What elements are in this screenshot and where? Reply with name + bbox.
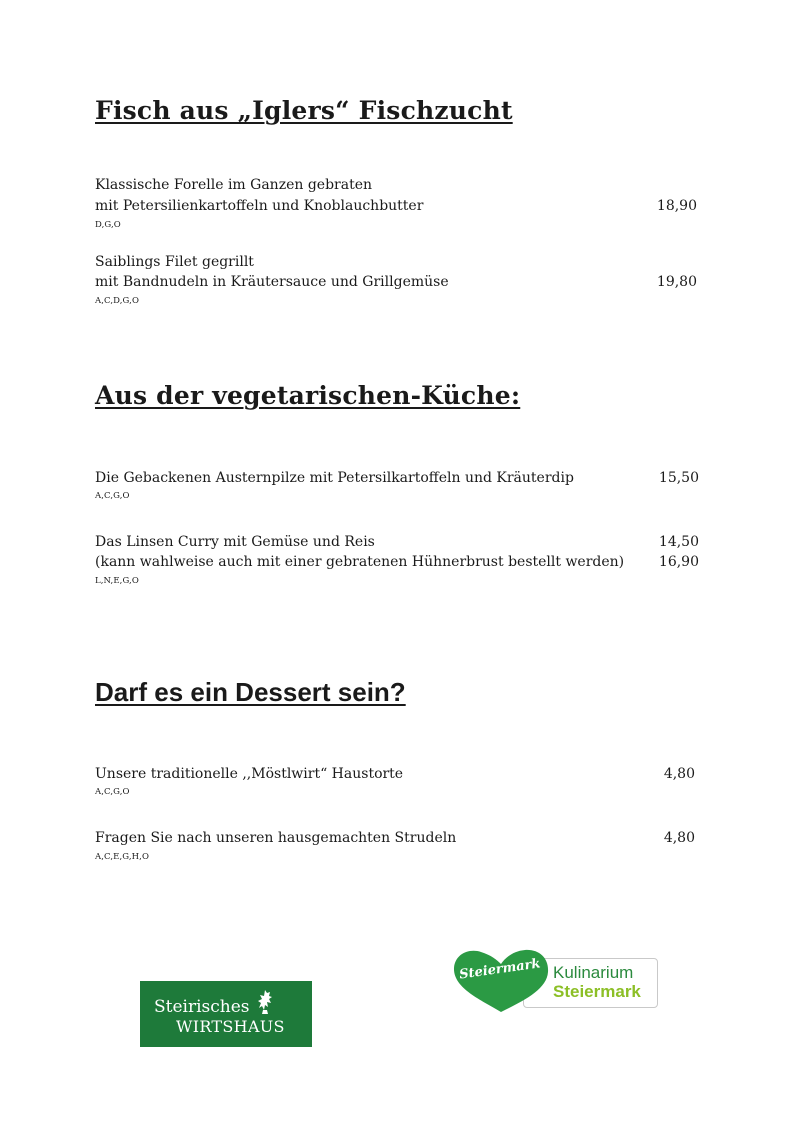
dish-line: mit Petersilienkartoffeln und Knoblauchbutter [95,198,424,214]
dish-price: 19,80 [656,274,697,290]
dish-line: Fragen Sie nach unseren hausgemachten Strudeln [95,830,457,846]
dish-price: 18,90 [656,198,697,214]
dish-line: Saiblings Filet gegrillt [95,254,254,270]
allergen-codes: A,C,G,O [95,491,130,501]
allergen-codes: L,N,E,G,O [95,576,139,586]
allergen-codes: A,C,G,O [95,787,130,797]
kulinarium-steiermark-logo [451,948,658,1014]
allergen-codes: D,G,O [95,220,121,230]
dish-price: 4,80 [663,766,695,782]
dish-line: Unsere traditionelle ,,Möstlwirt“ Haustorte [95,766,404,782]
steirisches-wirtshaus-logo [140,981,312,1047]
dish-line: (kann wahlweise auch mit einer gebratenen Hühnerbrust bestellt werden) [95,554,625,570]
section-title-vegetarian: Aus der vegetarischen-Küche: [95,381,521,410]
logo-line: Steiermark [553,982,641,1001]
dish-price: 15,50 [658,470,699,486]
panther-icon [255,989,275,1015]
allergen-codes: A,C,D,G,O [95,296,140,306]
section-title-dessert: Darf es ein Dessert sein? [95,677,406,707]
dish-price: 4,80 [663,830,695,846]
dish-price: 16,90 [658,554,699,570]
dish-line: mit Bandnudeln in Kräutersauce und Grillgemüse [95,274,449,290]
dish-line: Klassische Forelle im Ganzen gebraten [95,177,373,193]
logo-line: Kulinarium [553,963,634,982]
dish-price: 14,50 [658,534,699,550]
section-title-fish: Fisch aus „Iglers“ Fischzucht [95,96,513,125]
logo-line: Steirisches [154,997,250,1017]
dish-line: Die Gebackenen Austernpilze mit Petersilkartoffeln und Kräuterdip [95,470,574,486]
logo-heart-text: Steiermark [458,956,542,983]
logo-line: WIRTSHAUS [176,1017,285,1036]
dish-line: Das Linsen Curry mit Gemüse und Reis [95,534,375,550]
allergen-codes: A,C,E,G,H,O [95,852,150,862]
